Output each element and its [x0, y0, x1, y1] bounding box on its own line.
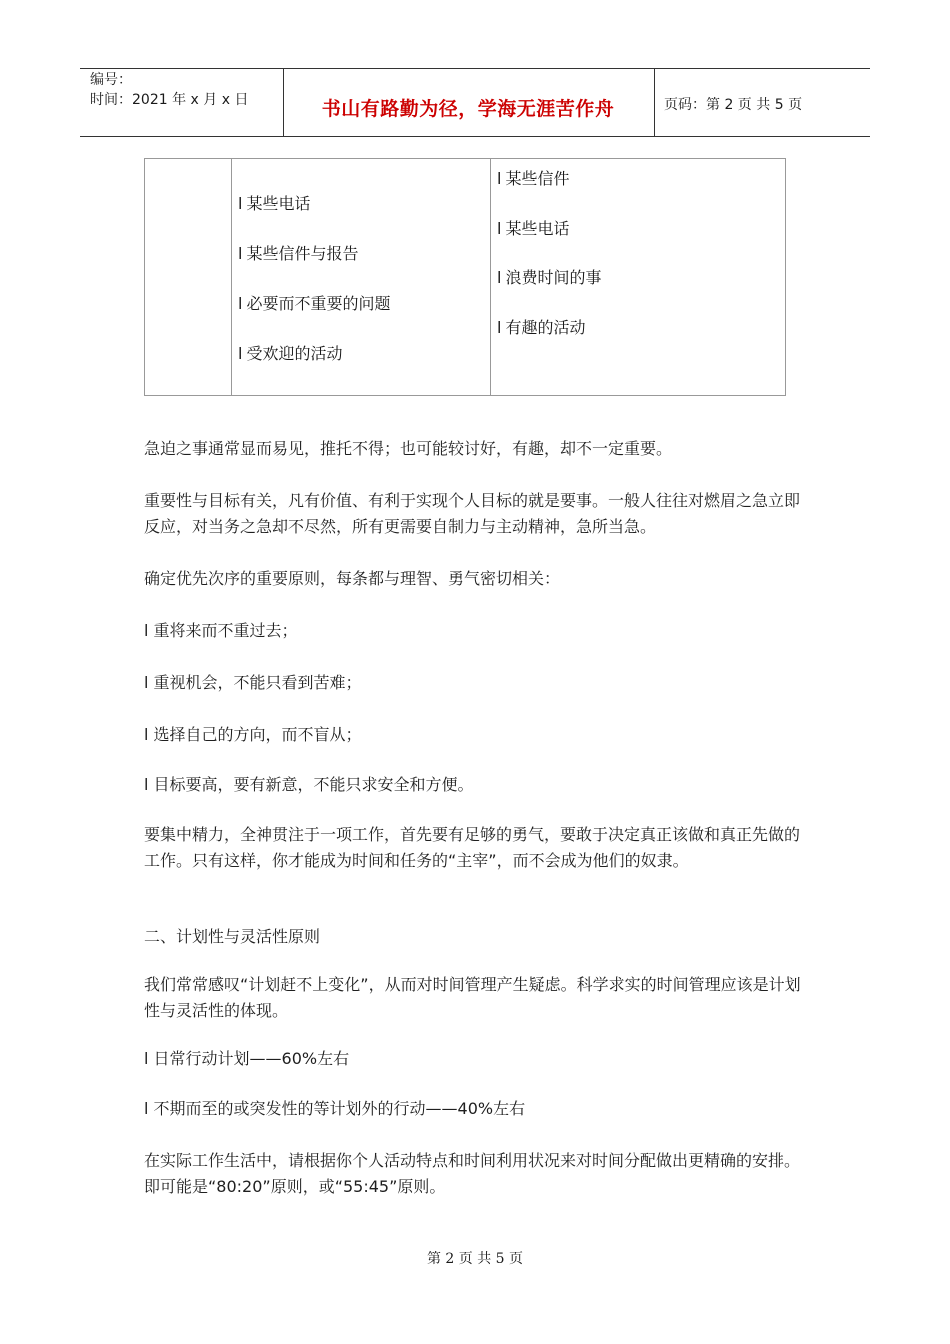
bullet-item: l 选择自己的方向，而不盲从； — [144, 725, 362, 744]
table-middle-item: l 必要而不重要的问题 — [238, 294, 391, 313]
table-col-divider-2 — [490, 158, 491, 396]
header-page-label: 页码：第 2 页 共 5 页 — [664, 97, 803, 113]
body-paragraph: 在实际工作生活中，请根据你个人活动特点和时间利用状况来对时间分配做出更精确的安排。即可能是“80:20”原则，或“55:45”原则。 — [144, 1151, 801, 1196]
page-footer: 第 2 页 共 5 页 — [426, 1251, 524, 1267]
bullet-item: l 重将来而不重过去； — [144, 621, 298, 640]
body-paragraph: 要集中精力，全神贯注于一项工作，首先要有足够的勇气，要敢于决定真正该做和真正先做的工作。只有这样，你才能成为时间和任务的“主宰”，而不会成为他们的奴隶。 — [144, 825, 801, 870]
bullet-item: l 目标要高，要有新意，不能只求安全和方便。 — [144, 775, 474, 794]
header-bottom-rule — [80, 136, 870, 137]
doc-time-label: 时间：2021 年 x 月 x 日 — [90, 92, 249, 108]
table-right-item: l 某些电话 — [497, 219, 570, 238]
body-paragraph: 急迫之事通常显而易见，推托不得；也可能较讨好，有趣，却不一定重要。 — [144, 439, 673, 458]
table-right-item: l 浪费时间的事 — [497, 268, 602, 287]
table-middle-item: l 某些信件与报告 — [238, 244, 359, 263]
body-paragraph: 重要性与目标有关，凡有价值、有利于实现个人目标的就是要事。一般人往往对燃眉之急立即反应，对当务之急却不尽然，所有更需要自制力与主动精神，急所当急。 — [144, 491, 801, 536]
header-top-rule — [80, 68, 870, 69]
body-paragraph: 我们常常感叹“计划赶不上变化”，从而对时间管理产生疑虑。科学求实的时间管理应该是计划性与灵活性的体现。 — [144, 975, 801, 1020]
table-col-divider-1 — [231, 158, 232, 396]
bullet-item: l 日常行动计划——60%左右 — [144, 1049, 350, 1068]
doc-number-label: 编号： — [90, 72, 132, 88]
bullet-item: l 重视机会，不能只看到苦难； — [144, 673, 362, 692]
header-motto: 书山有路勤为径，学海无涯苦作舟 — [321, 98, 615, 120]
header-meta — [90, 70, 248, 110]
table-middle-item: l 某些电话 — [238, 194, 311, 213]
section-heading: 二、计划性与灵活性原则 — [144, 927, 321, 946]
bullet-item: l 不期而至的或突发性的等计划外的行动——40%左右 — [144, 1099, 526, 1118]
table-middle-item: l 受欢迎的活动 — [238, 344, 343, 363]
table-right-item: l 某些信件 — [497, 169, 570, 188]
table-right-item: l 有趣的活动 — [497, 318, 586, 337]
body-paragraph: 确定优先次序的重要原则，每条都与理智、勇气密切相关： — [144, 569, 561, 588]
header-divider-right — [654, 68, 655, 136]
